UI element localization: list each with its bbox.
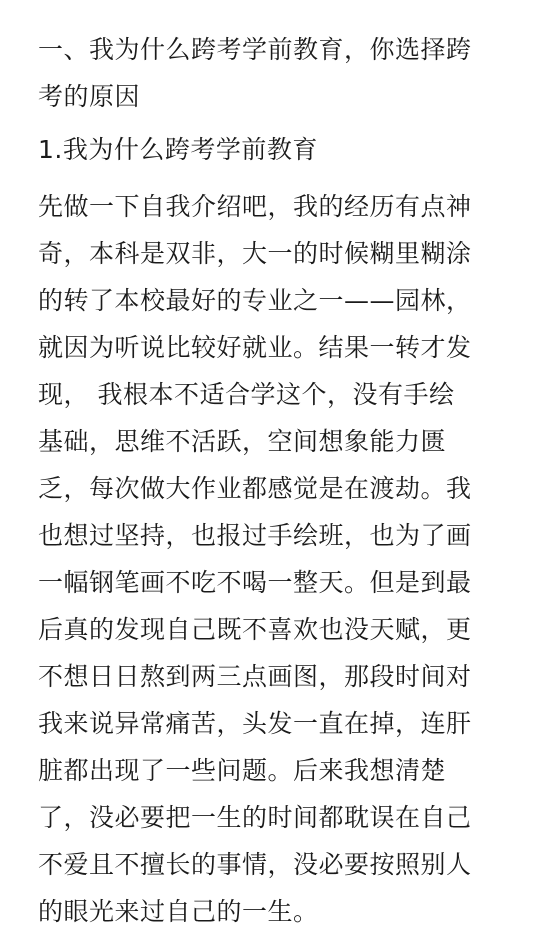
body-line: 也想过坚持，也报过手绘班，也为了画 <box>38 521 472 550</box>
body-line: 就因为听说比较好就业。结果一转才发 <box>38 333 472 362</box>
heading-line: 考的原因 <box>38 82 141 111</box>
body-line: 奇，本科是双非，大一的时候糊里糊涂 <box>38 239 472 268</box>
body-line: 现， 我根本不适合学这个，没有手绘 <box>38 380 455 409</box>
body-paragraph <box>38 183 508 935</box>
body-line: 不爱且不擅长的事情，没必要按照别人 <box>38 850 472 879</box>
heading-line: 一、我为什么跨考学前教育，你选择跨 <box>38 35 472 64</box>
body-line: 的转了本校最好的专业之一——园林， <box>38 286 472 315</box>
body-line: 不想日日熬到两三点画图，那段时间对 <box>38 662 472 691</box>
body-line: 先做一下自我介绍吧，我的经历有点神 <box>38 192 472 221</box>
section-heading <box>38 26 508 120</box>
body-line: 我来说异常痛苦，头发一直在掉，连肝 <box>38 709 472 738</box>
body-line: 乏，每次做大作业都感觉是在渡劫。我 <box>38 474 472 503</box>
subheading: 1.我为什么跨考学前教育 <box>38 135 318 164</box>
body-line: 了，没必要把一生的时间都耽误在自己 <box>38 803 472 832</box>
body-line: 一幅钢笔画不吃不喝一整天。但是到最 <box>38 568 472 597</box>
article <box>38 26 508 935</box>
body-line: 后真的发现自己既不喜欢也没天赋，更 <box>38 615 472 644</box>
body-line: 基础，思维不活跃，空间想象能力匮 <box>38 427 447 456</box>
body-line: 的眼光来过自己的一生。 <box>38 897 319 926</box>
body-line: 脏都出现了一些问题。后来我想清楚 <box>38 756 447 785</box>
